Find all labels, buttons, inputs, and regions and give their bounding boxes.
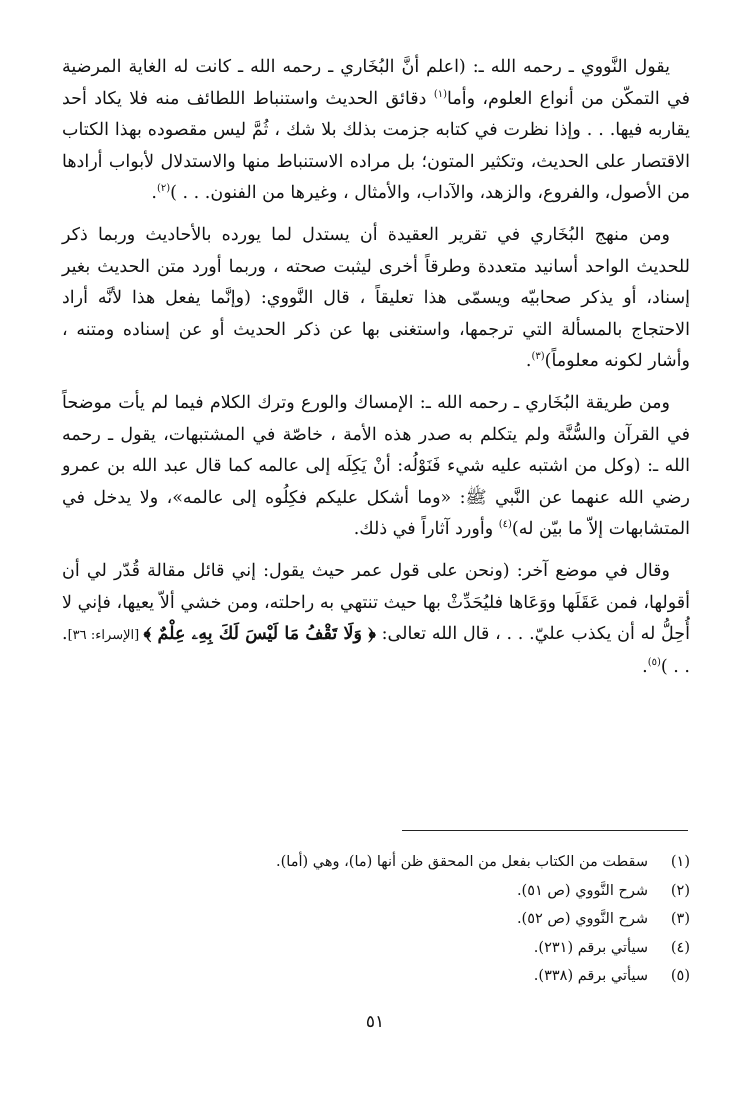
footnote-item <box>62 848 690 877</box>
paragraph-4 <box>62 556 690 683</box>
paragraph-4-end: . <box>642 656 648 677</box>
footnote-ref-3: (٣) <box>531 351 545 363</box>
paragraph-3-end: وأورد آثاراً في ذلك. <box>353 519 499 540</box>
paragraph-2 <box>62 220 690 378</box>
paragraph-1-end: . <box>151 183 157 204</box>
page-number: ٥١ <box>365 1012 385 1032</box>
footnote-text: شرح النَّووي (ص ٥٢). <box>516 911 648 927</box>
footnote-number: (٣) <box>670 911 690 927</box>
paragraph-4-text-cont: . . . ) <box>62 624 690 677</box>
footnote-number: (٤) <box>670 939 690 956</box>
footnote-text: شرح النَّووي (ص ٥١). <box>516 882 648 899</box>
paragraph-3 <box>62 388 690 546</box>
footnote-item <box>62 877 690 906</box>
footnote-ref-4: (٤) <box>498 519 512 531</box>
footnote-item <box>62 962 690 991</box>
paragraph-2-text: ومن منهج البُخَاري في تقرير العقيدة أن يستدل لما يورده بالأحاديث وربما ذكر للحديث الواحد أسانيد متعددة وطرقاً أخرى ليثبت صحته ، وربما أورد متن الحديث بغير إسناد، أو يذكر صحابيّه ويسمّى هذا تعليقاً ، قال النَّووي: (وإنَّما يفعل هذا لأنَّه أراد الاحتجاج بالمسألة التي ترجمها، واستغنى بها عن ذكر الحديث أو عن إسناده ومتنه ، وأشار لكونه معلوماً) <box>62 224 690 372</box>
footnote-item <box>62 934 690 963</box>
body-text <box>62 52 690 693</box>
paragraph-1 <box>62 52 690 210</box>
footnote-divider <box>402 830 688 831</box>
paragraph-1-text-cont: دقائق الحديث واستنباط اللطائف منه فلا يكاد أحد يقاربه فيها. . . وإذا نظرت في كتابه جزمت بذلك بلا شك ، ثُمَّ ليس مقصوده بهذا الكتاب الاقتصار على الحديث، وتكثير المتون؛ بل مراده الاستنباط منها والاستدلال لأبواب أرادها من الأصول، والفروع، والزهد، والآداب، والأمثال ، وغيرها من الفنون. . . ) <box>62 88 690 204</box>
paragraph-2-end: . <box>525 351 532 372</box>
footnote-ref-2: (٢) <box>156 183 171 195</box>
footnote-ref-5: (٥) <box>647 656 661 668</box>
footnote-number: (١) <box>670 854 690 870</box>
paragraph-1-text: يقول النَّووي ـ رحمه الله ـ: (اعلم أنَّ البُخَاري ـ رحمه الله ـ كانت له الغاية المرضية في التمكّن من أنواع العلوم، وأما <box>62 57 690 109</box>
footnote-ref-1: (١) <box>433 88 447 100</box>
footnote-number: (٥) <box>670 968 690 984</box>
footnote-item <box>62 905 690 934</box>
verse-reference: [الإسراء: ٣٦] <box>67 628 144 644</box>
footnotes-list <box>62 848 690 991</box>
paragraph-3-text: ومن طريقة البُخَاري ـ رحمه الله ـ: الإمساك والورع وترك الكلام فيما لم يأت موضحاً في القرآن والسُّنَّة ولم يتكلم به صدر هذه الأمة ، خاصّة في المشتبهات، يقول ـ رحمه الله ـ: (وكل من اشتبه عليه شيء فَنَوْلُه: أنْ يَكِلَه إلى عالمه كما قال عبد الله بن عمرو رضي الله عنهما عن النَّبي ﷺ: «وما أشكل عليكم فكِلُوه إلى عالمه»، ولا يدخل في المتشابهات إلاّ ما بيّن له) <box>62 392 690 540</box>
footnote-text: سيأتي برقم (٢٣١). <box>533 939 648 956</box>
quran-verse: ﴿ وَلَا تَقْفُ مَا لَيْسَ لَكَ بِهِۦ عِلْمٌ ﴾ <box>143 624 376 645</box>
footnote-text: سقطت من الكتاب بفعل من المحقق ظن أنها (ما)، وهي (أما). <box>276 854 648 870</box>
paragraph-4-text: وقال في موضع آخر: (ونحن على قول عمر حيث يقول: إني قائل مقالة قُدّر لي أن أقولها، فمن عَقَلَها ووَعَاها فليُحَدِّثْ بها حيث تنتهي به راحلته، ومن خشي ألاّ يعيها، فإني لا أُحِلُّ له أن يكذب عليّ. . . ، قال الله تعالى: <box>62 560 690 645</box>
footnote-text: سيأتي برقم (٣٣٨). <box>533 968 648 984</box>
footnote-number: (٢) <box>670 882 690 899</box>
